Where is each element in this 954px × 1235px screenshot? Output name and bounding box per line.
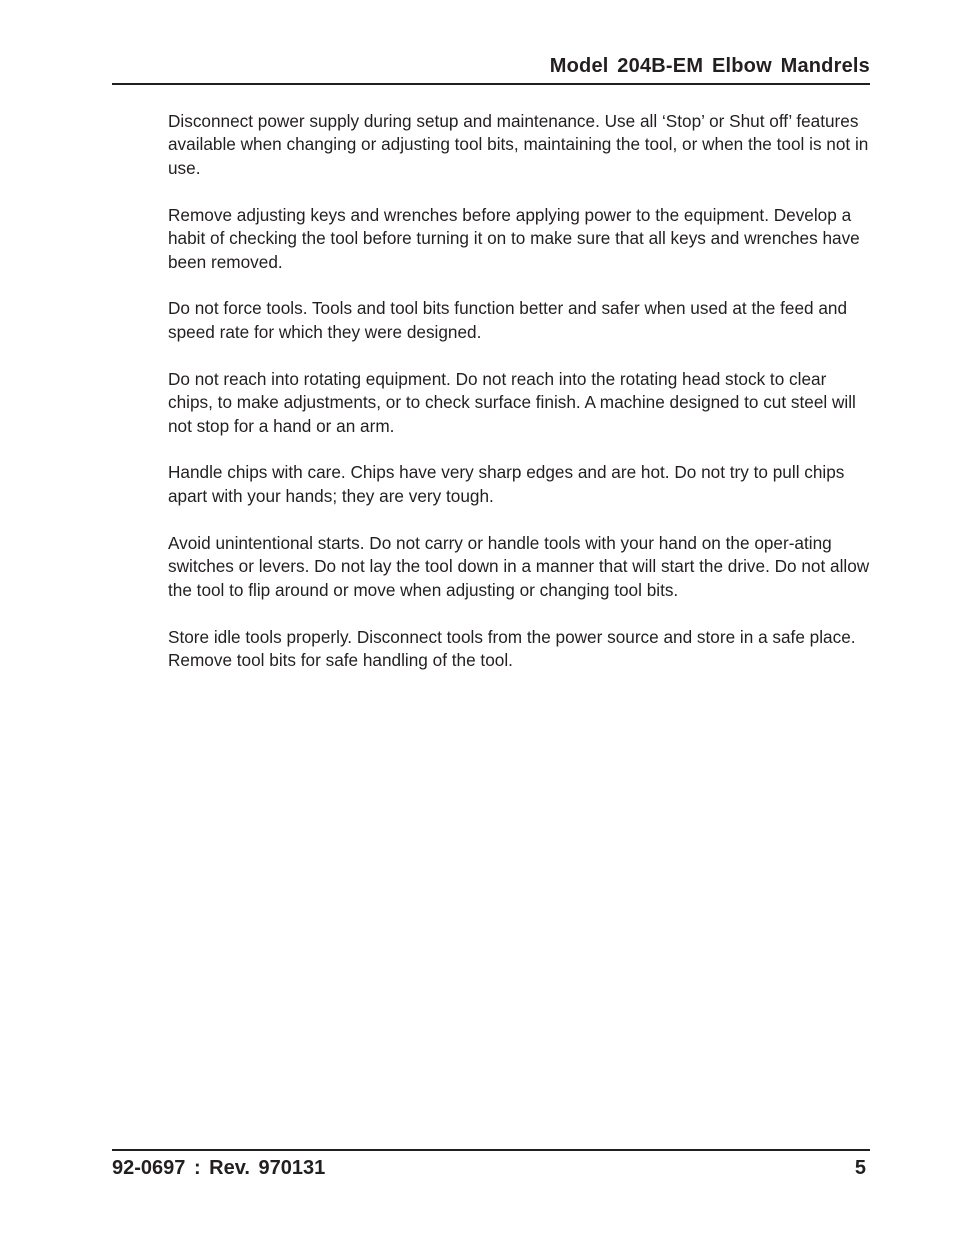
paragraph-handle-chips: Handle chips with care. Chips have very sharp edges and are hot. Do not try to pull chips apart with your hands; they are very tough.	[168, 462, 845, 506]
paragraph-do-not-force: Do not force tools. Tools and tool bits function better and safer when used at the feed and speed rate for which they were designed.	[168, 298, 848, 342]
page-number: 5	[854, 1157, 866, 1179]
paragraph-unintentional-starts: Avoid unintentional starts. Do not carry or handle tools with your hand on the oper-ating switches or levers. Do not lay the tool down in a manner that will start the drive. Do not allow the tool to flip around or move when adjusting or changing tool bits.	[168, 532, 870, 600]
page-footer	[112, 1149, 870, 1179]
paragraph-disconnect-power: Disconnect power supply during setup and maintenance. Use all ‘Stop’ or Shut off’ features available when changing or adjusting tool bits, maintaining the tool, or when the tool is not in use.	[168, 111, 869, 178]
paragraph-store-tools: Store idle tools properly. Disconnect tools from the power source and store in a safe place. Remove tool bits for safe handling of the tool.	[168, 626, 856, 670]
header-title: Model 204B-EM Elbow Mandrels	[549, 55, 870, 77]
paragraph-rotating-equipment: Do not reach into rotating equipment. Do not reach into the rotating head stock to clear chips, to make adjustments, or to check surface finish. A machine designed to cut steel will not stop for a hand or an arm.	[168, 368, 856, 436]
document-revision: 92-0697 : Rev. 970131	[112, 1157, 326, 1179]
paragraph-remove-keys: Remove adjusting keys and wrenches before applying power to the equipment. Develop a habit of checking the tool before turning it on to make sure that all keys and wrenches have been removed.	[168, 204, 860, 272]
safety-instructions	[168, 110, 873, 696]
page-header	[112, 54, 870, 85]
